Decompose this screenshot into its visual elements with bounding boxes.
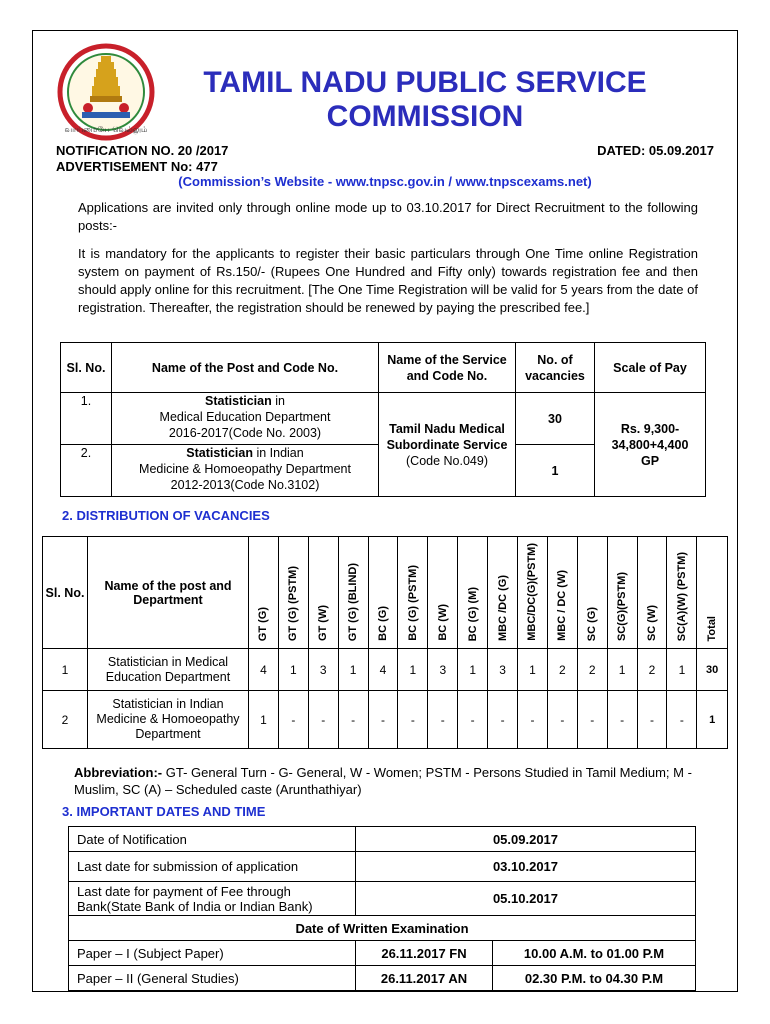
dist-row-name: Statistician in Indian Medicine & Homoeopathy Department [88,691,249,749]
header-service: Name of the Service and Code No. [379,343,516,393]
dist-row-name: Statistician in Medical Education Department [88,649,249,691]
dist-col-header: GT (W) [308,537,338,649]
dist-cell: - [518,691,548,749]
date-value: 05.10.2017 [356,882,696,916]
notification-date: DATED: 05.09.2017 [597,143,714,158]
notification-number: NOTIFICATION NO. 20 /2017 [56,143,229,158]
date-value: 05.09.2017 [356,827,696,852]
dist-cell: 1 [458,649,488,691]
table-row [69,827,696,852]
dist-col-header: SC (W) [637,537,667,649]
dist-col-header: SC (G) [577,537,607,649]
dist-col-header: MBC / DC (W) [547,537,577,649]
header-sl: Sl. No. [61,343,112,393]
exam-header: Date of Written Examination [69,916,696,941]
dist-cell: 30 [697,649,728,691]
row-vacancies: 1 [516,445,595,497]
exam-time: 02.30 P.M. to 04.30 P.M [493,966,696,991]
dist-col-header: GT (G) (PSTM) [278,537,308,649]
service-cell: Tamil Nadu Medical Subordinate Service (Code No.049) [379,393,516,497]
dist-cell: - [577,691,607,749]
dist-cell: 1 [697,691,728,749]
row-post: Statistician in Indian Medicine & Homoeopathy Department 2012-2013(Code No.3102) [112,445,379,497]
dist-cell: 1 [398,649,428,691]
title-line-1: TAMIL NADU PUBLIC SERVICE [203,66,647,99]
date-label: Last date for submission of application [69,852,356,882]
dist-col-header: MBC /DC (G) [488,537,518,649]
exam-time: 10.00 A.M. to 01.00 P.M [493,941,696,966]
dist-header-name: Name of the post and Department [88,537,249,649]
abbreviation-label: Abbreviation:- [74,765,163,780]
dist-cell: - [667,691,697,749]
dist-cell: - [278,691,308,749]
dist-header-sl: Sl. No. [43,537,88,649]
dist-col-header: BC (G) [368,537,398,649]
dist-cell: - [428,691,458,749]
dist-cell: - [547,691,577,749]
dist-cell: 3 [488,649,518,691]
dist-col-header: Total [697,537,728,649]
header-vacancies: No. of vacancies [516,343,595,393]
dist-cell: 2 [577,649,607,691]
exam-date: 26.11.2017 AN [356,966,493,991]
dist-row-sl: 2 [43,691,88,749]
dist-col-header: BC (G) (PSTM) [398,537,428,649]
dates-table [68,826,696,991]
dist-cell: 1 [518,649,548,691]
dist-col-header: GT (G) (BLIND) [338,537,368,649]
tamil-nadu-emblem [52,42,160,142]
posts-table [60,342,706,497]
dist-cell: 3 [308,649,338,691]
header-post: Name of the Post and Code No. [112,343,379,393]
date-label: Last date for payment of Fee through Bank(State Bank of India or Indian Bank) [69,882,356,916]
row-sl: 2. [61,445,112,497]
abbreviation-text: GT- General Turn - G- General, W - Women; PSTM - Persons Studied in Tamil Medium; M - Muslim, SC (A) – Scheduled caste (Arunthathiyar) [74,765,692,797]
advertisement-number: ADVERTISEMENT No: 477 [56,159,218,174]
row-post: Statistician in Medical Education Department 2016-2017(Code No. 2003) [112,393,379,445]
dist-cell: 1 [278,649,308,691]
dist-cell: 1 [338,649,368,691]
title-line-2: COMMISSION [326,100,524,133]
dist-row-sl: 1 [43,649,88,691]
dist-cell: 1 [249,691,279,749]
dist-cell: - [637,691,667,749]
dist-cell: 3 [428,649,458,691]
table-row [69,916,696,941]
table-row [69,852,696,882]
scale-of-pay: Rs. 9,300-34,800+4,400 GP [595,393,706,497]
section-heading-dates: 3. IMPORTANT DATES AND TIME [62,804,266,819]
table-row [61,393,706,445]
dist-col-header: BC (W) [428,537,458,649]
dist-cell: - [398,691,428,749]
section-heading-distribution: 2. DISTRIBUTION OF VACANCIES [62,508,270,523]
row-vacancies: 30 [516,393,595,445]
dist-col-header: BC (G) (M) [458,537,488,649]
exam-paper: Paper – I (Subject Paper) [69,941,356,966]
dist-cell: 4 [368,649,398,691]
date-label: Date of Notification [69,827,356,852]
dist-cell: - [607,691,637,749]
dist-cell: 2 [547,649,577,691]
dist-cell: - [338,691,368,749]
date-value: 03.10.2017 [356,852,696,882]
table-row [43,691,728,749]
dist-cell: 1 [667,649,697,691]
page-title [170,66,680,134]
table-row [69,882,696,916]
dist-cell: 4 [249,649,279,691]
dist-col-header: MBC/DC(G)(PSTM) [518,537,548,649]
table-row [43,649,728,691]
dist-cell: 2 [637,649,667,691]
row-sl: 1. [61,393,112,445]
dist-cell: - [368,691,398,749]
intro-paragraph-1: Applications are invited only through online mode up to 03.10.2017 for Direct Recruitment to the following posts:- [78,200,698,233]
exam-paper: Paper – II (General Studies) [69,966,356,991]
dist-col-header: SC(A)(W) (PSTM) [667,537,697,649]
dist-cell: - [488,691,518,749]
website-link[interactable]: (Commission’s Website - www.tnpsc.gov.in / www.tnpscexams.net) [178,174,592,189]
dist-col-header: GT (G) [249,537,279,649]
dist-cell: - [308,691,338,749]
exam-date: 26.11.2017 FN [356,941,493,966]
header-scale: Scale of Pay [595,343,706,393]
abbreviation-note [74,764,714,798]
table-row [69,966,696,991]
emblem-motto: வாய்மையே வெல்லும் [64,125,148,134]
dist-cell: - [458,691,488,749]
dist-col-header: SC(G)(PSTM) [607,537,637,649]
dist-cell: 1 [607,649,637,691]
distribution-table [42,536,728,749]
notification-block [56,143,228,175]
table-row [69,941,696,966]
intro-paragraph-2: It is mandatory for the applicants to register their basic particulars through One Time online Registration system on payment of Rs.150/- (Rupees One Hundred and Fifty only) towards registration fee and then should apply online for this recruitment. [The One Time Registration will be valid for 5 years from the date of registration. Thereafter, the registration should be renewed by paying the prescribed fee.] [78,246,698,315]
